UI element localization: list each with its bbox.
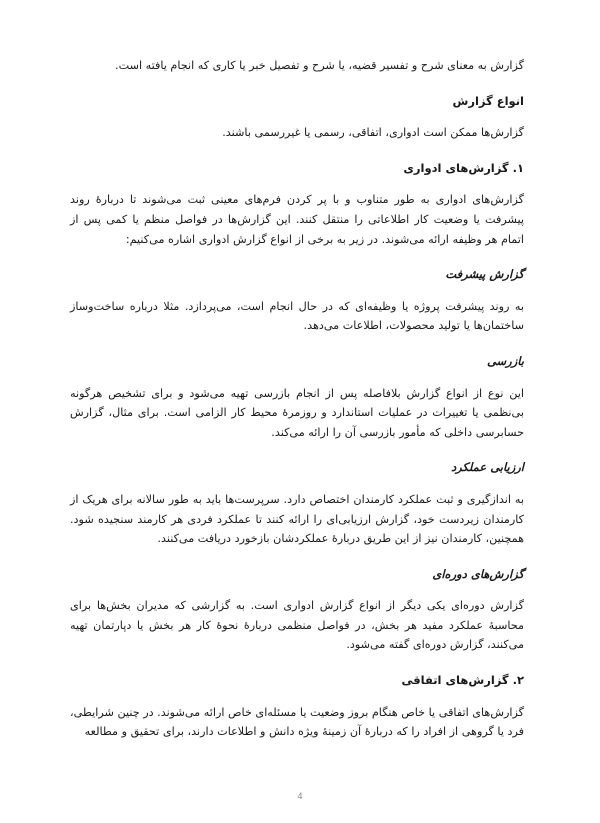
progress-report-heading: گزارش پیشرفت bbox=[445, 267, 524, 282]
performance-review-paragraph: به اندازگیری و ثبت عملکرد کارمندان اختصاص دارد. سرپرست‌ها باید به طور سالانه برای هریک از کارمندان زیردست خود، گزارش ارزیابی‌ای را ارائه کنند تا عملکرد فردی هر کارمند سنجیده شود. همچنین، کارمندان نیز از این طریق دربارهٔ عملکردشان بازخورد دریافت می‌کنند. bbox=[70, 492, 524, 546]
page-number: 4 bbox=[297, 791, 303, 801]
document-body bbox=[70, 56, 524, 742]
types-heading: انواع گزارش bbox=[452, 93, 524, 108]
performance-review-heading: ارزیابی عملکرد bbox=[451, 460, 524, 475]
inspection-heading: بازرسی bbox=[486, 353, 524, 368]
incidental-reports-paragraph: گزارش‌های اتفاقی یا خاص هنگام بروز وضعیت یا مسئله‌ای خاص ارائه می‌شوند. در چنین شرایطی، فرد یا گروهی از افراد را که دربارهٔ آن زمینهٔ ویژه دانش و اطلاعات دارند، برای تحقیق و مطالعه bbox=[70, 705, 524, 739]
progress-report-paragraph: به روند پیشرفت پروژه یا وظیفه‌ای که در حال انجام است، می‌پردازد. مثلا درباره ساخت‌وساز ساختمان‌ها یا تولید محصولات، اطلاعات می‌دهد. bbox=[70, 299, 524, 333]
periodic-reports-paragraph: گزارش‌های ادواری به طور متناوب و با پر کردن فرم‌های معینی ثبت می‌شوند تا دربارهٔ روند پیشرفت یا وضعیت کار اطلاعاتی را منتقل کنند. این گزارش‌ها در فواصل منظم یا کمی پس از اتمام هر وظیفه ارائه می‌شوند. در زیر به برخی از انواع گزارش ادواری اشاره می‌کنیم: bbox=[70, 193, 524, 246]
inspection-paragraph: این نوع از انواع گزارش بلافاصله پس از انجام بازرسی تهیه می‌شود و برای تشخیص هرگونه بی‌نظمی یا تغییرات در عملیات استاندارد و روزمرهٔ محیط کار الزامی است. برای مثال، گزارش حسابرسی داخلی که مأمور بازرسی آن را ارائه می‌کند. bbox=[70, 386, 524, 439]
recurring-reports-heading: گزارش‌های دوره‌ای bbox=[432, 566, 524, 581]
periodic-reports-heading: ۱. گزارش‌های ادواری bbox=[403, 160, 524, 175]
intro-paragraph: گزارش به معنای شرح و تفسیر قضیه، یا شرح و تفصیل خبر یا کاری که انجام یافته است. bbox=[115, 59, 524, 72]
types-paragraph: گزارش‌ها ممکن است ادواری، اتفاقی، رسمی یا غیررسمی باشند. bbox=[222, 126, 524, 140]
recurring-reports-paragraph: گزارش دوره‌ای یکی دیگر از انواع گزارش ادواری است. به گزارشی که مدیران بخش‌ها برای محاسبهٔ عملکرد مفید هر بخش، در فواصل منظمی دربارهٔ نحوهٔ کار هر بخش یا دپارتمان تهیه می‌کنند، گزارش دوره‌ای گفته می‌شود. bbox=[70, 599, 524, 652]
incidental-reports-heading: ۲. گزارش‌های اتفاقی bbox=[401, 673, 524, 688]
